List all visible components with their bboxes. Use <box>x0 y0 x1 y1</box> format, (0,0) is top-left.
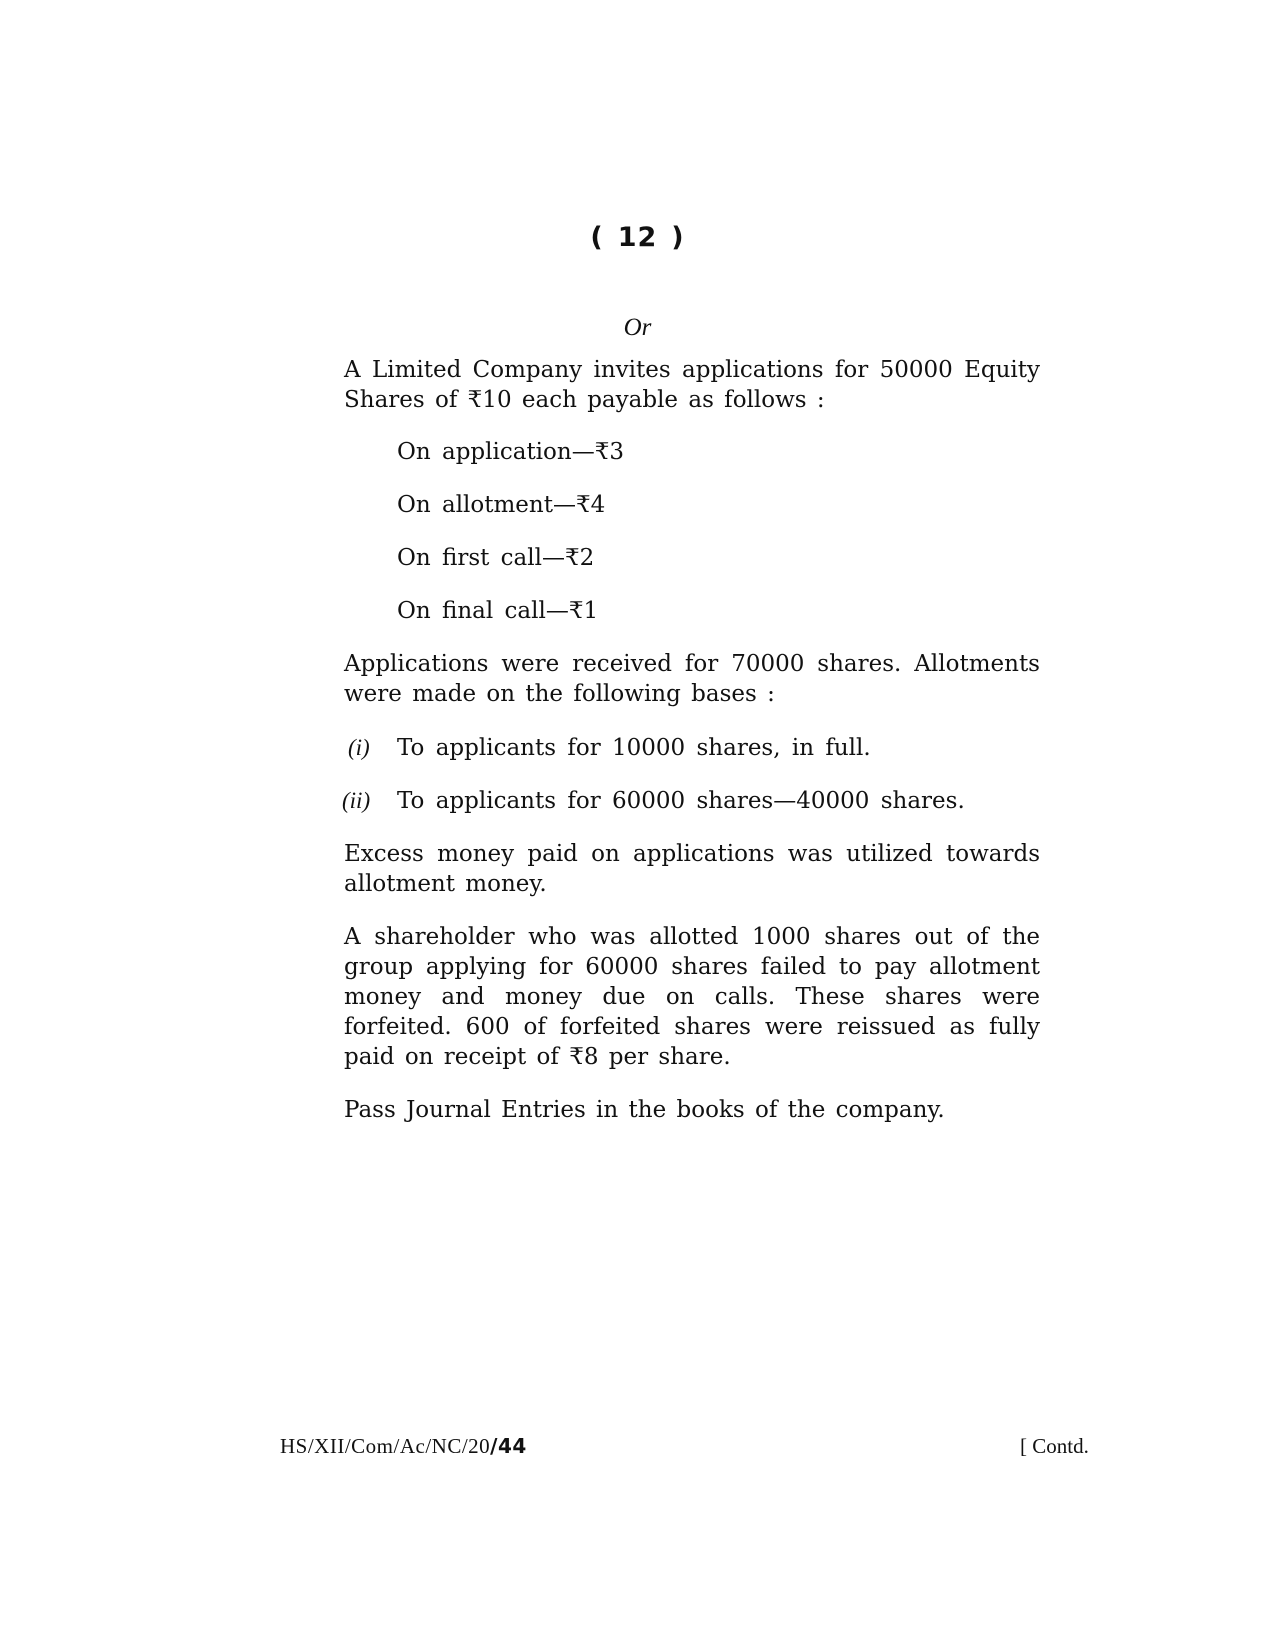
or-label: Or <box>623 314 652 341</box>
footer-contd: [ Contd. <box>1020 1434 1089 1458</box>
allotment-basis-ii: To applicants for 60000 shares—40000 shares. <box>397 788 965 814</box>
footer-paper-code <box>280 1434 527 1459</box>
forfeiture-paragraph: A shareholder who was allotted 1000 shares out of the group applying for 60000 shares failed to pay allotment money and money due on calls. These shares were forfeited. 600 of forfeited shares were reissued as fully paid on receipt of ₹8 per share. <box>344 924 1040 1070</box>
schedule-item-allotment: On allotment—₹4 <box>397 492 606 518</box>
intro-paragraph: A Limited Company invites applications for 50000 Equity Shares of ₹10 each payable as follows : <box>344 357 1040 413</box>
open-paren: ( <box>590 222 604 253</box>
page-number <box>0 222 1275 253</box>
close-paren: ) <box>671 222 685 253</box>
applications-paragraph: Applications were received for 70000 shares. Allotments were made on the following bases : <box>344 651 1040 707</box>
list-marker-ii: (ii) <box>342 788 371 813</box>
allotment-basis-i: To applicants for 10000 shares, in full. <box>397 735 871 761</box>
list-marker-i: (i) <box>348 735 370 760</box>
schedule-item-application: On application—₹3 <box>397 439 624 465</box>
instruction-paragraph: Pass Journal Entries in the books of the company. <box>344 1097 945 1123</box>
footer-code-suffix: /44 <box>490 1434 527 1458</box>
footer-code-prefix: HS/XII/Com/Ac/NC/20 <box>280 1434 491 1458</box>
excess-paragraph: Excess money paid on applications was utilized towards allotment money. <box>344 841 1040 897</box>
schedule-item-final-call: On final call—₹1 <box>397 598 599 624</box>
page-number-value: 12 <box>617 222 658 253</box>
schedule-item-first-call: On first call—₹2 <box>397 545 595 571</box>
